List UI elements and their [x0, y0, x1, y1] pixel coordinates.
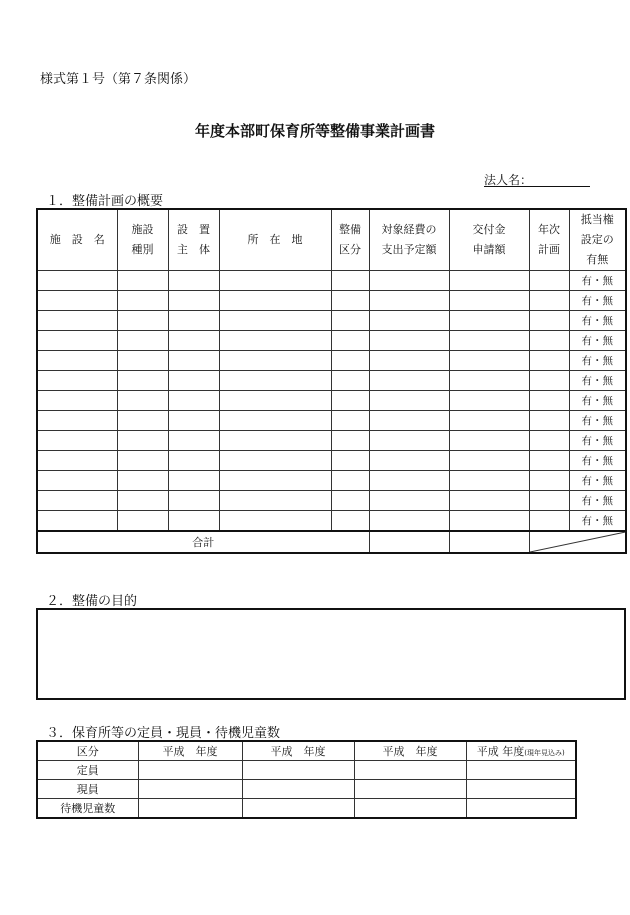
grant-cell[interactable] [449, 331, 529, 351]
mortgage-choice-cell[interactable]: 有・無 [569, 391, 626, 411]
expense-cell[interactable] [369, 511, 449, 532]
expense-cell[interactable] [369, 311, 449, 331]
location-cell[interactable] [219, 271, 331, 291]
table-row [37, 491, 626, 511]
table-row [37, 411, 626, 431]
facility-name-cell[interactable] [37, 491, 117, 511]
grant-cell[interactable] [449, 271, 529, 291]
facility-type-cell[interactable] [117, 271, 168, 291]
facility-type-cell[interactable] [117, 431, 168, 451]
founder-cell[interactable] [168, 511, 219, 532]
grant-cell[interactable] [449, 451, 529, 471]
founder-cell[interactable] [168, 451, 219, 471]
current-estimate-note: (現年見込み) [524, 749, 565, 757]
table-row [37, 391, 626, 411]
year-plan-cell[interactable] [529, 411, 569, 431]
expense-cell[interactable] [369, 431, 449, 451]
mortgage-choice-cell[interactable]: 有・無 [569, 511, 626, 532]
mortgage-choice-cell[interactable]: 有・無 [569, 491, 626, 511]
header-mortgage: 抵当権 設定の 有無 [569, 209, 626, 271]
corporation-name-label: 法人名： [484, 173, 533, 187]
year-plan-cell[interactable] [529, 471, 569, 491]
table-row [37, 511, 626, 532]
mortgage-choice-cell[interactable]: 有・無 [569, 291, 626, 311]
table-row [37, 291, 626, 311]
facility-type-cell[interactable] [117, 411, 168, 431]
capacity-value-cell[interactable] [138, 780, 242, 799]
facility-type-cell[interactable] [117, 371, 168, 391]
mortgage-choice-cell[interactable]: 有・無 [569, 271, 626, 291]
total-blank-diagonal-cell [529, 531, 626, 553]
location-cell[interactable] [219, 371, 331, 391]
founder-cell[interactable] [168, 351, 219, 371]
capacity-value-cell[interactable] [138, 799, 242, 819]
total-grant-cell[interactable] [449, 531, 529, 553]
mortgage-choice-cell[interactable]: 有・無 [569, 471, 626, 491]
category-cell[interactable] [331, 291, 369, 311]
facility-name-cell[interactable] [37, 451, 117, 471]
capacity-value-cell[interactable] [242, 761, 354, 780]
form-number: 様式第１号（第７条関係） [40, 72, 197, 87]
expense-cell[interactable] [369, 351, 449, 371]
table-row [37, 271, 626, 291]
capacity-value-cell[interactable] [138, 761, 242, 780]
purpose-text-area[interactable] [36, 608, 626, 700]
location-cell[interactable] [219, 431, 331, 451]
capacity-header-year: 平成 年度 [138, 741, 242, 761]
table-row [37, 371, 626, 391]
location-cell[interactable] [219, 331, 331, 351]
facility-type-cell[interactable] [117, 471, 168, 491]
capacity-value-cell[interactable] [242, 780, 354, 799]
expense-cell[interactable] [369, 271, 449, 291]
facility-name-cell[interactable] [37, 511, 117, 532]
facility-name-cell[interactable] [37, 471, 117, 491]
total-expense-cell[interactable] [369, 531, 449, 553]
capacity-header-row [37, 741, 576, 761]
founder-cell[interactable] [168, 331, 219, 351]
category-cell[interactable] [331, 511, 369, 532]
category-cell[interactable] [331, 411, 369, 431]
header-expense: 対象経費の 支出予定額 [369, 209, 449, 271]
founder-cell[interactable] [168, 291, 219, 311]
header-founder: 設 置 主 体 [168, 209, 219, 271]
diagonal-slash [530, 532, 626, 552]
mortgage-choice-cell[interactable]: 有・無 [569, 411, 626, 431]
section3-heading: ３．保育所等の定員・現員・待機児童数 [46, 726, 281, 741]
table-row [37, 311, 626, 331]
mortgage-choice-cell[interactable]: 有・無 [569, 311, 626, 331]
facility-type-cell[interactable] [117, 291, 168, 311]
year-plan-cell[interactable] [529, 511, 569, 532]
facility-type-cell[interactable] [117, 511, 168, 532]
header-facility-type: 施設 種別 [117, 209, 168, 271]
table-row [37, 431, 626, 451]
expense-cell[interactable] [369, 471, 449, 491]
location-cell[interactable] [219, 351, 331, 371]
header-grant: 交付金 申請額 [449, 209, 529, 271]
expense-cell[interactable] [369, 371, 449, 391]
facility-type-cell[interactable] [117, 491, 168, 511]
category-cell[interactable] [331, 371, 369, 391]
mortgage-choice-cell[interactable]: 有・無 [569, 451, 626, 471]
founder-cell[interactable] [168, 391, 219, 411]
table-row [37, 471, 626, 491]
total-label: 合計 [37, 531, 369, 553]
header-facility-name: 施 設 名 [37, 209, 117, 271]
year-plan-cell[interactable] [529, 491, 569, 511]
capacity-value-cell[interactable] [466, 799, 576, 819]
category-cell[interactable] [331, 431, 369, 451]
expense-cell[interactable] [369, 451, 449, 471]
facility-name-cell[interactable] [37, 331, 117, 351]
mortgage-choice-cell[interactable]: 有・無 [569, 351, 626, 371]
year-plan-cell[interactable] [529, 451, 569, 471]
facility-type-cell[interactable] [117, 311, 168, 331]
mortgage-choice-cell[interactable]: 有・無 [569, 371, 626, 391]
table-row [37, 351, 626, 371]
location-cell[interactable] [219, 471, 331, 491]
year-plan-cell[interactable] [529, 391, 569, 411]
facility-name-cell[interactable] [37, 411, 117, 431]
section2-heading: ２．整備の目的 [46, 594, 138, 609]
capacity-value-cell[interactable] [466, 761, 576, 780]
header-year-plan: 年次 計画 [529, 209, 569, 271]
year-plan-cell[interactable] [529, 351, 569, 371]
capacity-header-year-current: 平成 年度(現年見込み) [466, 741, 576, 761]
capacity-header-year: 平成 年度 [354, 741, 466, 761]
facility-name-cell[interactable] [37, 371, 117, 391]
grant-cell[interactable] [449, 311, 529, 331]
section1-heading: １．整備計画の概要 [46, 194, 164, 209]
capacity-value-cell[interactable] [354, 799, 466, 819]
facility-name-cell[interactable] [37, 431, 117, 451]
facility-type-cell[interactable] [117, 451, 168, 471]
grant-cell[interactable] [449, 391, 529, 411]
facility-type-cell[interactable] [117, 331, 168, 351]
founder-cell[interactable] [168, 371, 219, 391]
facility-type-cell[interactable] [117, 391, 168, 411]
year-plan-cell[interactable] [529, 431, 569, 451]
year-plan-cell[interactable] [529, 291, 569, 311]
facility-name-cell[interactable] [37, 271, 117, 291]
expense-cell[interactable] [369, 411, 449, 431]
year-plan-cell[interactable] [529, 331, 569, 351]
plan-overview-table [36, 208, 627, 554]
capacity-header-category: 区分 [37, 741, 138, 761]
capacity-table [36, 740, 577, 819]
capacity-row-label: 定員 [37, 761, 138, 780]
expense-cell[interactable] [369, 291, 449, 311]
table-row [37, 331, 626, 351]
header-category: 整備 区分 [331, 209, 369, 271]
category-cell[interactable] [331, 311, 369, 331]
facility-name-cell[interactable] [37, 291, 117, 311]
grant-cell[interactable] [449, 431, 529, 451]
category-cell[interactable] [331, 271, 369, 291]
capacity-header-year: 平成 年度 [242, 741, 354, 761]
expense-cell[interactable] [369, 391, 449, 411]
facility-name-cell[interactable] [37, 351, 117, 371]
grant-cell[interactable] [449, 511, 529, 532]
expense-cell[interactable] [369, 331, 449, 351]
category-cell[interactable] [331, 451, 369, 471]
facility-name-cell[interactable] [37, 391, 117, 411]
founder-cell[interactable] [168, 471, 219, 491]
capacity-value-cell[interactable] [466, 780, 576, 799]
founder-cell[interactable] [168, 311, 219, 331]
category-cell[interactable] [331, 391, 369, 411]
table-row [37, 780, 576, 799]
table-row [37, 761, 576, 780]
facility-name-cell[interactable] [37, 311, 117, 331]
location-cell[interactable] [219, 411, 331, 431]
grant-cell[interactable] [449, 471, 529, 491]
year-plan-cell[interactable] [529, 271, 569, 291]
total-row [37, 531, 626, 553]
capacity-value-cell[interactable] [242, 799, 354, 819]
grant-cell[interactable] [449, 411, 529, 431]
location-cell[interactable] [219, 491, 331, 511]
grant-cell[interactable] [449, 291, 529, 311]
table-header-row [37, 209, 626, 271]
location-cell[interactable] [219, 451, 331, 471]
location-cell[interactable] [219, 511, 331, 532]
grant-cell[interactable] [449, 371, 529, 391]
founder-cell[interactable] [168, 271, 219, 291]
table-row [37, 451, 626, 471]
corporation-name-field[interactable] [484, 186, 590, 187]
location-cell[interactable] [219, 391, 331, 411]
year-plan-cell[interactable] [529, 311, 569, 331]
facility-type-cell[interactable] [117, 351, 168, 371]
capacity-row-label: 待機児童数 [37, 799, 138, 819]
expense-cell[interactable] [369, 491, 449, 511]
capacity-value-cell[interactable] [354, 761, 466, 780]
document-title: 年度本部町保育所等整備事業計画書 [194, 122, 435, 140]
category-cell[interactable] [331, 331, 369, 351]
founder-cell[interactable] [168, 491, 219, 511]
year-plan-cell[interactable] [529, 371, 569, 391]
category-cell[interactable] [331, 471, 369, 491]
mortgage-choice-cell[interactable]: 有・無 [569, 331, 626, 351]
grant-cell[interactable] [449, 491, 529, 511]
grant-cell[interactable] [449, 351, 529, 371]
table-row [37, 799, 576, 819]
location-cell[interactable] [219, 291, 331, 311]
capacity-row-label: 現員 [37, 780, 138, 799]
location-cell[interactable] [219, 311, 331, 331]
category-cell[interactable] [331, 491, 369, 511]
founder-cell[interactable] [168, 431, 219, 451]
mortgage-choice-cell[interactable]: 有・無 [569, 431, 626, 451]
founder-cell[interactable] [168, 411, 219, 431]
category-cell[interactable] [331, 351, 369, 371]
header-location: 所 在 地 [219, 209, 331, 271]
capacity-value-cell[interactable] [354, 780, 466, 799]
